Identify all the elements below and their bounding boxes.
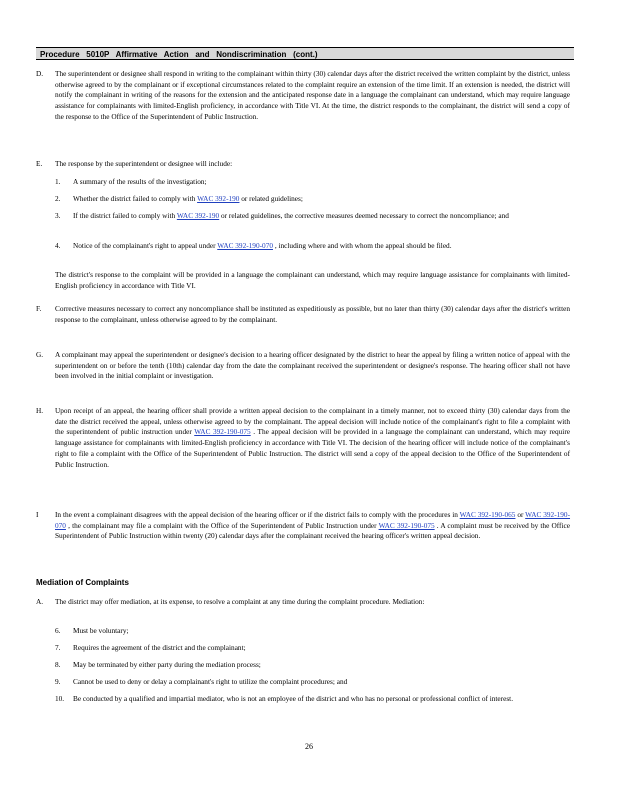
e-item-3-num: 3. — [55, 211, 61, 220]
section-i-t3: , the complainant may file a complaint with the Office of the Superintendent of Public Instruction under — [68, 520, 377, 530]
section-h-post: . The appeal decision will be provided in a language the complainant can understand, which may require language assistance for complainants with limited-English proficiency in accordance with Title VI. The decision of the hearing officer will include notice of the complainant's right to file a complaint with the Office of the Superintendent of Public Instruction. The district will send a copy of the appeal decision to the Office of the Superintendent of Public Instruction. — [55, 427, 570, 469]
mediation-heading: Mediation of Complaints — [36, 578, 129, 587]
med-item-7-text: Requires the agreement of the district and the complainant; — [73, 643, 246, 652]
page-number: 26 — [305, 742, 313, 751]
mediation-intro: The district may offer mediation, at its expense, to resolve a complaint at any time during the complaint procedure. Mediation: — [55, 597, 425, 606]
wac-392-190-link[interactable]: WAC 392-190 — [197, 194, 240, 203]
section-e-marker: E. — [36, 159, 43, 168]
wac-392-190-link[interactable]: WAC 392-190 — [176, 211, 220, 220]
section-i-marker: I — [36, 510, 39, 519]
med-item-8-num: 8. — [55, 660, 61, 669]
wac-392-190-070-link[interactable]: WAC 392-190-070 — [217, 241, 273, 250]
e-item-4-post: , including where and with whom the appeal should be filed. — [274, 241, 452, 250]
section-g-marker: G. — [36, 350, 44, 359]
med-item-10-num: 10. — [55, 694, 65, 703]
section-e-closing: The district's response to the complaint will be provided in a language the complainant can understand, which may require language assistance for complainants with limited-English proficiency in accordance with Title VI. — [55, 270, 570, 290]
wac-392-190-075-link[interactable]: WAC 392-190-075 — [378, 520, 435, 530]
section-i-t1: In the event a complainant disagrees with the appeal decision of the hearing officer or if the district fails to comply with the procedures in — [55, 510, 458, 519]
section-i-t2: or — [517, 510, 524, 519]
section-g-text: A complainant may appeal the superintendent or designee's decision to a hearing officer designated by the district to hear the appeal by filing a written notice of appeal with the superintendent on or before the tenth (10th) calendar day from the date the complainant received the superintendent or designee's response. The hearing officer shall not have been involved in the initial complaint or investigation. — [55, 350, 570, 381]
wac-392-190-070-link[interactable]: WAC 392-190-070 — [55, 510, 571, 530]
e-item-4-num: 4. — [55, 241, 61, 250]
e-item-2 — [73, 194, 570, 205]
section-f-marker: F. — [36, 304, 42, 313]
e-item-4-pre: Notice of the complainant's right to appeal under — [73, 241, 216, 250]
e-item-4 — [73, 241, 570, 252]
e-item-3-post: or related guidelines, the corrective measures deemed necessary to correct the noncompliance; and — [221, 211, 509, 220]
e-item-2-post: or related guidelines; — [241, 194, 303, 203]
section-f-text: Corrective measures necessary to correct any noncompliance shall be instituted as expeditiously as possible, but no later than thirty (30) calendar days after the district's written response to the complainant, unless otherwise agreed to by the complainant. — [55, 304, 570, 324]
e-item-1-text: A summary of the results of the investigation; — [73, 177, 207, 186]
e-item-3-pre: If the district failed to comply with — [73, 211, 176, 220]
e-item-2-pre: Whether the district failed to comply with — [73, 194, 196, 203]
section-d-text: The superintendent or designee shall respond in writing to the complainant within thirty (30) calendar days after the district received the written complaint by the district, unless otherwise agreed to by the complainant or if exceptional circumstances related to the complaint require an extension of the time limit. If an extension is needed, the district will notify the complainant in writing of the reasons for the extension and the anticipated response date in a language the complainant can understand, which may require language assistance for complainants with limited-English proficiency, in accordance with Title VI. At the time, the district responds to the complainant, the district will send a copy of the response to the Office of the Superintendent of Public Instruction. — [55, 69, 570, 121]
mediation-a-marker: A. — [36, 597, 44, 606]
med-item-7-num: 7. — [55, 643, 61, 652]
e-item-2-num: 2. — [55, 194, 61, 203]
section-h-pre: Upon receipt of an appeal, the hearing officer shall provide a written appeal decision to the complainant in a timely manner, not to exceed thirty (30) calendar days from the date the district received the appeal, unless otherwise agreed to by the complainant. The appeal decision will include notice of the complainant's right to file a complaint with the superintendent of public instruction under — [55, 406, 570, 437]
section-h-marker: H. — [36, 406, 44, 415]
med-item-9-text: Cannot be used to deny or delay a complainant's right to utilize the complaint procedures; and — [73, 677, 348, 686]
section-i — [55, 510, 570, 542]
med-item-10-text: Be conducted by a qualified and impartial mediator, who is not an employee of the district and who has no personal or professional conflict of interest. — [73, 694, 514, 703]
section-h — [55, 406, 570, 470]
med-item-6-text: Must be voluntary; — [73, 626, 129, 635]
procedure-header: Procedure 5010P Affirmative Action and Nondiscrimination (cont.) — [36, 47, 574, 60]
med-item-6-num: 6. — [55, 626, 61, 635]
section-e-intro: The response by the superintendent or designee will include: — [55, 159, 233, 168]
wac-392-190-075-link[interactable]: WAC 392-190-075 — [194, 427, 251, 437]
section-i-t4: . A complaint must be received by the Office Superintendent of Public Instruction within twenty (20) calendar days after the complainant received the hearing officer's written appeal decision. — [55, 520, 570, 541]
section-d-marker: D. — [36, 69, 44, 78]
med-item-8-text: May be terminated by either party during the mediation process; — [73, 660, 261, 669]
wac-392-190-065-link[interactable]: WAC 392-190-065 — [459, 510, 516, 519]
e-item-1-num: 1. — [55, 177, 61, 186]
med-item-9-num: 9. — [55, 677, 61, 686]
e-item-3 — [73, 211, 570, 222]
